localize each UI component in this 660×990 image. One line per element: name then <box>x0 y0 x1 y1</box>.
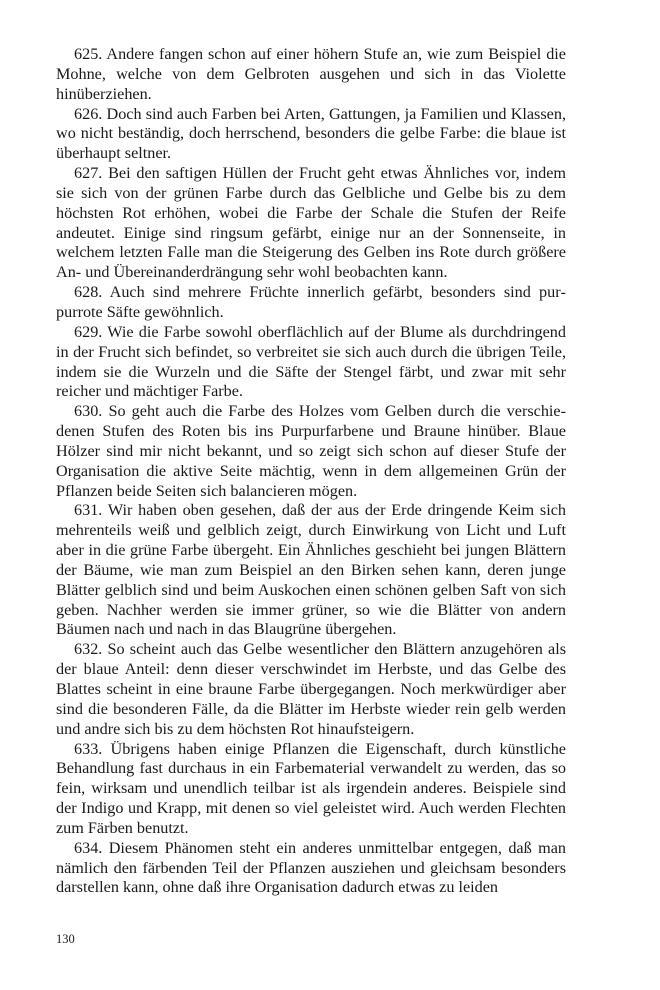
paragraph-628: 628. Auch sind mehrere Früchte innerlich gefärbt, besonders sind purpurrote Säfte gewöhnlich. <box>56 283 566 321</box>
paragraph-631: 631. Wir haben oben gesehen, daß der aus der Erde dringende Keim sich mehrenteils weiß und gelblich zeigt, durch Einwirkung von Licht und Luft aber in die grüne Farbe übergeht. Ein Ähnliches geschieht bei jungen Blättern der Bäume, wie man zum Beispiel an den Birken sehen kann, deren junge Blätter gelblich sind und beim Auskochen einen schönen gelben Saft von sich geben. Nachher werden sie immer grüner, so wie die Blätter von andern Bäumen nach und nach in das Blaugrüne übergehen. <box>56 501 566 639</box>
paragraph-632: 632. So scheint auch das Gelbe wesentlicher den Blättern anzugehören als der blaue Anteil: denn dieser verschwindet im Herbste, und das Gelbe des Blattes scheint in eine braune Farbe übergegangen. Noch merkwürdiger aber sind die besonderen Fälle, da die Blätter im Herbste wieder rein gelb werden und andre sich bis zu dem höchsten Rot hinaufsteigern. <box>56 640 566 738</box>
page-number: 130 <box>56 932 75 946</box>
page-body <box>56 45 566 898</box>
paragraph-634: 634. Diesem Phänomen steht ein anderes unmittelbar entgegen, daß man nämlich den färbenden Teil der Pflanzen ausziehen und gleichsam besonders darstellen kann, ohne daß ihre Organisation dadurch etwas zu leiden <box>56 838 566 897</box>
paragraph-627: 627. Bei den saftigen Hüllen der Frucht geht etwas Ähnliches vor, indem sie sich von der grünen Farbe durch das Gelbliche und Gelbe bis zu dem höchsten Rot erhöhen, wobei die Farbe der Schale die Stufen der Reife andeutet. Einige sind ringsum gefärbt, einige nur an der Sonnenseite, in welchem letzten Falle man die Steigerung des Gelben ins Rote durch größere An- und Übereinanderdrängung sehr wohl beobachten kann. <box>56 164 566 282</box>
paragraph-629: 629. Wie die Farbe sowohl oberflächlich auf der Blume als durchdringend in der Frucht sich befindet, so verbreitet sie sich auch durch die übrigen Teile, indem sie die Wurzeln und die Säfte der Stengel färbt, und zwar mit sehr reicher und mächtiger Farbe. <box>56 322 566 401</box>
paragraph-633: 633. Übrigens haben einige Pflanzen die Eigenschaft, durch künstliche Behandlung fast durchaus in ein Farbematerial verwandelt zu werden, das so fein, wirksam und unendlich teilbar ist als irgendein anderes. Beispiele sind der Indigo und Krapp, mit denen so viel geleistet wird. Auch werden Flechten zum Färben benutzt. <box>56 739 566 837</box>
paragraph-625: 625. Andere fangen schon auf einer höhern Stufe an, wie zum Beispiel die Mohne, welche von dem Gelbroten ausgehen und sich in das Violette hinüberziehen. <box>56 45 566 103</box>
paragraph-630: 630. So geht auch die Farbe des Holzes vom Gelben durch die verschiedenen Stufen des Roten bis ins Purpurfarbene und Braune hinüber. Blaue Hölzer sind mir nicht bekannt, und so zeigt sich schon auf dieser Stufe der Organisation die aktive Seite mächtig, wenn in dem allgemeinen Grün der Pflanzen beide Seiten sich balancieren mögen. <box>56 402 566 500</box>
paragraph-626: 626. Doch sind auch Farben bei Arten, Gattungen, ja Familien und Klassen, wo nicht beständig, doch herrschend, besonders die gelbe Farbe: die blaue ist überhaupt seltner. <box>56 104 566 163</box>
